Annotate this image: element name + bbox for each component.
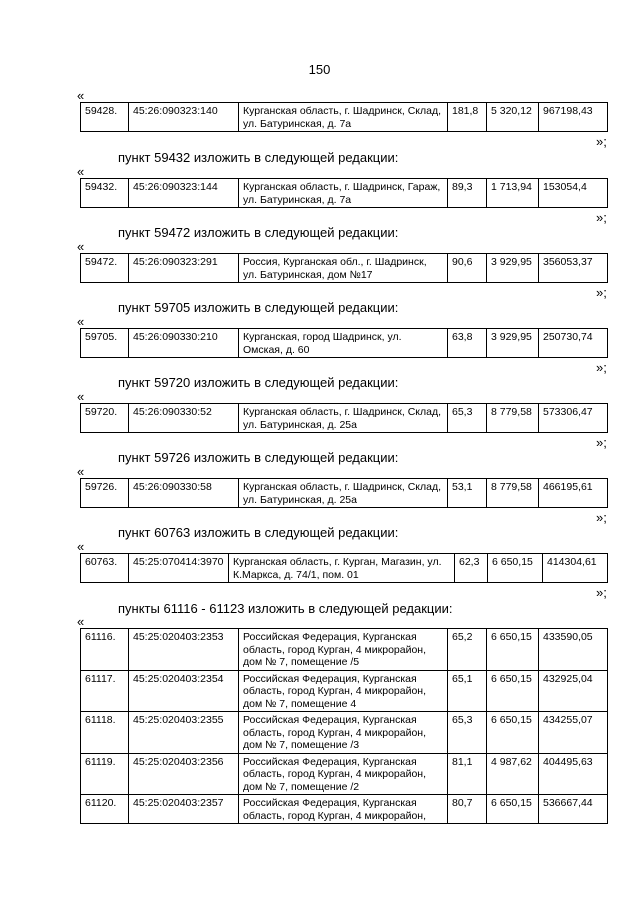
table-cell: 59726. bbox=[81, 479, 129, 508]
table-cell: 6 650,15 bbox=[487, 629, 539, 671]
table-cell: Российская Федерация, Курганская область, город Курган, 4 микрорайон, дом № 7, помещение 4 bbox=[239, 670, 448, 712]
table-cell: 61116. bbox=[81, 629, 129, 671]
quote-close: »; bbox=[596, 285, 607, 300]
quote-open: « bbox=[77, 389, 85, 404]
table-cell: 59472. bbox=[81, 254, 129, 283]
table-cell: 59428. bbox=[81, 103, 129, 132]
table-cell: 433590,05 bbox=[539, 629, 608, 671]
table-row bbox=[81, 329, 608, 358]
table-cell: 45:25:070414:3970 bbox=[129, 554, 229, 583]
table-cell: 61117. bbox=[81, 670, 129, 712]
section-heading: пункт 59720 изложить в следующей редакции: bbox=[118, 375, 399, 390]
quote-close: »; bbox=[596, 435, 607, 450]
table-row bbox=[81, 479, 608, 508]
table-row bbox=[81, 404, 608, 433]
page-number: 150 bbox=[308, 62, 331, 77]
table-cell: 45:26:090330:58 bbox=[129, 479, 239, 508]
table-cell: 53,1 bbox=[448, 479, 487, 508]
table-cell: 45:26:090330:52 bbox=[129, 404, 239, 433]
table-cell: 5 320,12 bbox=[487, 103, 539, 132]
quote-open: « bbox=[77, 464, 85, 479]
table-cell: 356053,37 bbox=[539, 254, 608, 283]
table-cell: 3 929,95 bbox=[487, 254, 539, 283]
table-cell: 61120. bbox=[81, 795, 129, 824]
table-cell: 573306,47 bbox=[539, 404, 608, 433]
table-cell: Российская Федерация, Курганская область, город Курган, 4 микрорайон, bbox=[239, 795, 448, 824]
quote-open: « bbox=[77, 88, 85, 103]
table-cell: 59432. bbox=[81, 179, 129, 208]
table-cell: 8 779,58 bbox=[487, 479, 539, 508]
registry-table bbox=[80, 178, 608, 208]
table-cell: 63,8 bbox=[448, 329, 487, 358]
table-cell: 6 650,15 bbox=[488, 554, 543, 583]
table-cell: Российская Федерация, Курганская область, город Курган, 4 микрорайон, дом № 7, помещение /5 bbox=[239, 629, 448, 671]
table-cell: 6 650,15 bbox=[487, 795, 539, 824]
table-cell: 65,3 bbox=[448, 712, 487, 754]
table-cell: 404495,63 bbox=[539, 753, 608, 795]
registry-table bbox=[80, 478, 608, 508]
quote-open: « bbox=[77, 614, 85, 629]
quote-open: « bbox=[77, 164, 85, 179]
table-cell: 59720. bbox=[81, 404, 129, 433]
table-cell: 61119. bbox=[81, 753, 129, 795]
table-cell: 434255,07 bbox=[539, 712, 608, 754]
table-row bbox=[81, 795, 608, 824]
table-cell: 59705. bbox=[81, 329, 129, 358]
table-cell: 65,3 bbox=[448, 404, 487, 433]
table-cell: 45:26:090323:140 bbox=[129, 103, 239, 132]
table-cell: Курганская область, г. Шадринск, Склад, ул. Батуринская, д. 25а bbox=[239, 479, 448, 508]
section-heading: пункт 60763 изложить в следующей редакции: bbox=[118, 525, 399, 540]
section-heading: пункты 61116 - 61123 изложить в следующей редакции: bbox=[118, 601, 453, 616]
table-cell: 432925,04 bbox=[539, 670, 608, 712]
table-cell: 8 779,58 bbox=[487, 404, 539, 433]
table-cell: 6 650,15 bbox=[487, 670, 539, 712]
table-cell: 65,2 bbox=[448, 629, 487, 671]
table-cell: 536667,44 bbox=[539, 795, 608, 824]
table-cell: Курганская область, г. Шадринск, Склад, ул. Батуринская, д. 25а bbox=[239, 404, 448, 433]
table-cell: Курганская область, г. Курган, Магазин, ул. К.Маркса, д. 74/1, пом. 01 bbox=[229, 554, 455, 583]
registry-table bbox=[80, 403, 608, 433]
table-cell: 60763. bbox=[81, 554, 129, 583]
table-cell: 89,3 bbox=[448, 179, 487, 208]
registry-table bbox=[80, 328, 608, 358]
table-row bbox=[81, 179, 608, 208]
table-cell: Россия, Курганская обл., г. Шадринск, ул. Батуринская, дом №17 bbox=[239, 254, 448, 283]
table-cell: 65,1 bbox=[448, 670, 487, 712]
table-row bbox=[81, 554, 608, 583]
table-cell: 62,3 bbox=[455, 554, 488, 583]
table-row bbox=[81, 103, 608, 132]
table-cell: 81,1 bbox=[448, 753, 487, 795]
table-cell: 1 713,94 bbox=[487, 179, 539, 208]
quote-open: « bbox=[77, 239, 85, 254]
table-cell: 181,8 bbox=[448, 103, 487, 132]
section-heading: пункт 59705 изложить в следующей редакции: bbox=[118, 300, 399, 315]
quote-open: « bbox=[77, 539, 85, 554]
table-cell: 153054,4 bbox=[539, 179, 608, 208]
quote-close: »; bbox=[596, 134, 607, 149]
table-row bbox=[81, 712, 608, 754]
quote-close: »; bbox=[596, 360, 607, 375]
registry-table bbox=[80, 102, 608, 132]
table-row bbox=[81, 254, 608, 283]
table-cell: Курганская область, г. Шадринск, Гараж, ул. Батуринская, д. 7а bbox=[239, 179, 448, 208]
table-cell: 967198,43 bbox=[539, 103, 608, 132]
table-cell: 466195,61 bbox=[539, 479, 608, 508]
quote-close: »; bbox=[596, 585, 607, 600]
table-row bbox=[81, 753, 608, 795]
table-cell: 6 650,15 bbox=[487, 712, 539, 754]
section-heading: пункт 59432 изложить в следующей редакции: bbox=[118, 150, 399, 165]
quote-open: « bbox=[77, 314, 85, 329]
table-cell: 250730,74 bbox=[539, 329, 608, 358]
table-cell: 45:25:020403:2355 bbox=[129, 712, 239, 754]
table-cell: 80,7 bbox=[448, 795, 487, 824]
table-cell: 45:25:020403:2354 bbox=[129, 670, 239, 712]
table-cell: 45:26:090323:144 bbox=[129, 179, 239, 208]
registry-table bbox=[80, 253, 608, 283]
table-cell: 90,6 bbox=[448, 254, 487, 283]
table-cell: 414304,61 bbox=[543, 554, 608, 583]
table-cell: Курганская, город Шадринск, ул. Омская, д. 60 bbox=[239, 329, 448, 358]
table-cell: Российская Федерация, Курганская область, город Курган, 4 микрорайон, дом № 7, помещение /2 bbox=[239, 753, 448, 795]
registry-table bbox=[80, 553, 608, 583]
section-heading: пункт 59726 изложить в следующей редакции: bbox=[118, 450, 399, 465]
table-cell: 45:26:090330:210 bbox=[129, 329, 239, 358]
table-cell: 45:25:020403:2353 bbox=[129, 629, 239, 671]
table-row bbox=[81, 670, 608, 712]
registry-table bbox=[80, 628, 608, 824]
quote-close: »; bbox=[596, 210, 607, 225]
table-cell: 45:26:090323:291 bbox=[129, 254, 239, 283]
table-cell: 61118. bbox=[81, 712, 129, 754]
table-cell: Российская Федерация, Курганская область, город Курган, 4 микрорайон, дом № 7, помещение /3 bbox=[239, 712, 448, 754]
table-cell: 3 929,95 bbox=[487, 329, 539, 358]
table-cell: 45:25:020403:2357 bbox=[129, 795, 239, 824]
table-cell: 4 987,62 bbox=[487, 753, 539, 795]
table-cell: 45:25:020403:2356 bbox=[129, 753, 239, 795]
section-heading: пункт 59472 изложить в следующей редакции: bbox=[118, 225, 399, 240]
quote-close: »; bbox=[596, 510, 607, 525]
table-row bbox=[81, 629, 608, 671]
table-cell: Курганская область, г. Шадринск, Склад, ул. Батуринская, д. 7а bbox=[239, 103, 448, 132]
